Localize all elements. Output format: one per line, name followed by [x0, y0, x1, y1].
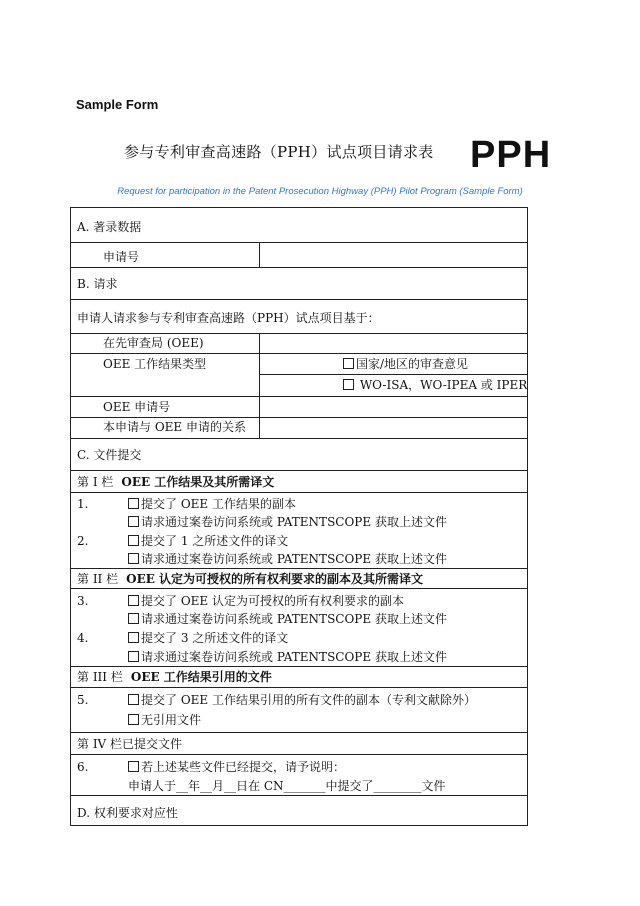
item-number-1: 1.	[77, 497, 89, 511]
application-number-label: 申请号	[103, 250, 140, 264]
checkbox-icon[interactable]	[128, 498, 139, 509]
item-number-6: 6.	[77, 760, 89, 774]
relationship-field[interactable]	[267, 420, 522, 436]
oee-app-number-label: OEE 申请号	[103, 400, 171, 414]
option-pct-report[interactable]: WO-ISA，WO-IPEA 或 IPER	[343, 378, 527, 392]
checkbox-icon[interactable]	[128, 553, 139, 564]
item-number-2: 2.	[77, 534, 89, 548]
col2-item-3[interactable]: 提交了 3 之所述文件的译文	[128, 631, 288, 645]
col2-item-4[interactable]: 请求通过案卷访问系统或 PATENTSCOPE 获取上述文件	[128, 650, 447, 664]
pph-logo: PPH	[470, 134, 552, 176]
col1-item-4[interactable]: 请求通过案卷访问系统或 PATENTSCOPE 获取上述文件	[128, 552, 447, 566]
col4-item-1[interactable]: 若上述某些文件已经提交，请予说明：	[128, 760, 345, 774]
checkbox-icon[interactable]	[128, 613, 139, 624]
section-c-heading: C. 文件提交	[77, 448, 142, 462]
form-title: 参与专利审查高速路（PPH）试点项目请求表	[124, 143, 434, 161]
oee-label: 在先审查局 (OEE)	[103, 336, 204, 350]
oee-field[interactable]	[267, 336, 522, 352]
sample-form-label: Sample Form	[76, 97, 159, 112]
col2-item-2[interactable]: 请求通过案卷访问系统或 PATENTSCOPE 获取上述文件	[128, 612, 447, 626]
section-a-heading: A. 著录数据	[77, 220, 142, 234]
col1-item-1[interactable]: 提交了 OEE 工作结果的副本	[128, 497, 296, 511]
column-2-heading: 第 II 栏 OEE 认定为可授权的所有权利要求的副本及其所需译文	[77, 572, 424, 586]
checkbox-icon[interactable]	[128, 516, 139, 527]
application-number-field[interactable]	[267, 248, 522, 264]
checkbox-icon[interactable]	[128, 761, 139, 772]
column-1-heading: 第 I 栏 OEE 工作结果及其所需译文	[77, 475, 275, 489]
checkbox-icon[interactable]	[128, 595, 139, 606]
checkbox-icon[interactable]	[128, 651, 139, 662]
item-number-3: 3.	[77, 594, 89, 608]
col1-item-3[interactable]: 提交了 1 之所述文件的译文	[128, 534, 288, 548]
request-form-table	[70, 207, 528, 826]
checkbox-icon[interactable]	[128, 535, 139, 546]
oee-app-number-field[interactable]	[267, 400, 522, 416]
col4-item-2[interactable]: 申请人于__年__月__日在 CN_______中提交了________文件	[128, 779, 446, 793]
col3-item-2[interactable]: 无引用文件	[128, 713, 201, 727]
form-subtitle: Request for participation in the Patent Prosecution Highway (PPH) Pilot Program (Sample Form)	[117, 186, 523, 197]
checkbox-icon[interactable]	[343, 379, 354, 390]
column-3-heading: 第 III 栏 OEE 工作结果引用的文件	[77, 670, 272, 684]
option-national-opinion[interactable]: 国家/地区的审查意见	[343, 357, 468, 371]
item-number-4: 4.	[77, 631, 89, 645]
checkbox-icon[interactable]	[128, 694, 139, 705]
request-statement: 申请人请求参与专利审查高速路（PPH）试点项目基于：	[77, 311, 380, 325]
item-number-5: 5.	[77, 693, 89, 707]
relationship-label: 本申请与 OEE 申请的关系	[103, 420, 246, 434]
column-4-heading: 第 IV 栏已提交文件	[77, 737, 183, 751]
col3-item-1[interactable]: 提交了 OEE 工作结果引用的所有文件的副本（专利文献除外）	[128, 693, 476, 707]
checkbox-icon[interactable]	[343, 358, 354, 369]
section-d-heading: D. 权利要求对应性	[77, 806, 178, 820]
work-result-type-label: OEE 工作结果类型	[103, 357, 207, 371]
col1-item-2[interactable]: 请求通过案卷访问系统或 PATENTSCOPE 获取上述文件	[128, 515, 447, 529]
col2-item-1[interactable]: 提交了 OEE 认定为可授权的所有权利要求的副本	[128, 594, 404, 608]
checkbox-icon[interactable]	[128, 714, 139, 725]
section-b-heading: B. 请求	[77, 277, 118, 291]
checkbox-icon[interactable]	[128, 632, 139, 643]
